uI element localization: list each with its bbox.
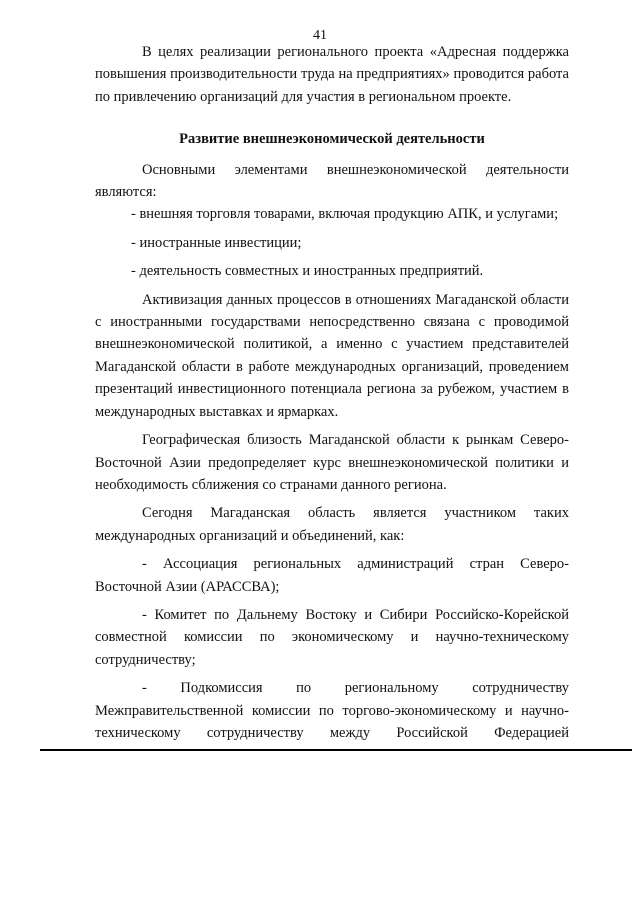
section-heading: Развитие внешнеэкономической деятельности: [179, 131, 485, 148]
page-number: 41: [313, 28, 327, 43]
list-item-arassva: - Ассоциация региональных администраций стран Северо-Восточной Азии (АРАССВА);: [95, 556, 569, 595]
paragraph-organizations-intro: Сегодня Магаданская область является участником таких международных организаций и объединений, как:: [95, 505, 569, 544]
list-item-joint-ventures: - деятельность совместных и иностранных предприятий.: [131, 263, 484, 280]
document-body: [95, 41, 569, 744]
paragraph-geography: Географическая близость Магаданской области к рынкам Северо-Восточной Азии предопределяет курс внешнеэкономической политики и необходимость сближения со странами данного региона.: [95, 432, 569, 493]
list-item-investments: - иностранные инвестиции;: [131, 234, 302, 251]
list-item-committee: - Комитет по Дальнему Востоку и Сибири Российско-Корейской совместной комиссии по экономическому и научно-техническому сотрудничеству;: [95, 606, 569, 668]
list-item-trade: - внешняя торговля товарами, включая продукцию АПК, и услугами;: [131, 206, 559, 223]
page-divider-line: [40, 749, 632, 751]
list-item-subcommission: - Подкомиссия по региональному сотрудничеству Межправительственной комиссии по торгово-экономическому и научно-техническому сотрудничеству между Российской Федерацией: [95, 680, 569, 741]
paragraph-elements-intro: Основными элементами внешнеэкономической деятельности являются:: [95, 161, 569, 201]
paragraph-regional-project: В целях реализации регионального проекта «Адресная поддержка повышения производительности труда на предприятиях» проводится работа по привлечению организаций для участия в региональном проекте.: [95, 44, 569, 105]
paragraph-activation: Активизация данных процессов в отношениях Магаданской области с иностранными государствами непосредственно связана с проводимой внешнеэкономической политикой, а именно с участием представителей Магаданской области в работе международных организаций, проведением презентаций инвестиционного потенциала региона за рубежом, участием в международных выставках и ярмарках.: [95, 291, 569, 420]
